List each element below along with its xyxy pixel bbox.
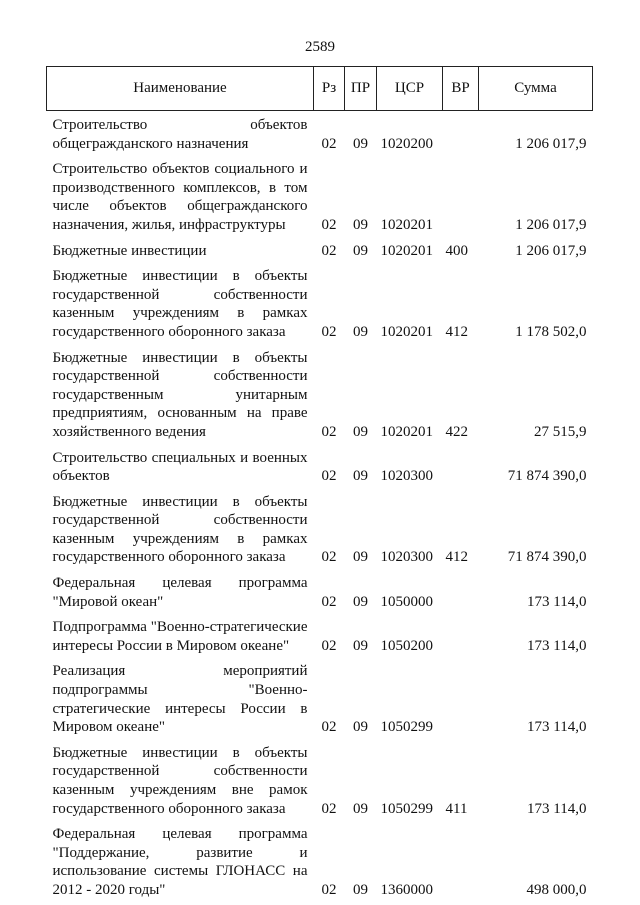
row-sum: 71 874 390,0 [507,549,587,566]
row-pr: 09 [353,216,368,233]
row-rz: 02 [321,881,337,898]
row-pr: 09 [353,637,368,654]
row-sum: 1 206 017,9 [515,216,587,233]
row-sum: 173 114,0 [527,593,587,610]
row-name: Бюджетные инвестиции в объекты государственной собственности казенным учреждениям в рамках государственного оборонного заказа [52,268,308,340]
row-sum: 27 515,9 [534,423,587,440]
table-row [47,611,593,655]
row-csr: 1020201 [380,242,433,259]
row-pr: 09 [353,800,368,817]
table-row [47,153,593,234]
row-rz: 02 [321,135,337,152]
row-pr: 09 [353,719,368,736]
row-sum: 1 206 017,9 [515,242,587,259]
table-row [47,442,593,486]
row-vr [443,111,479,154]
row-sum: 173 114,0 [527,637,587,654]
row-rz: 02 [321,719,337,736]
row-name: Реализация мероприятий подпрограммы "Военно-стратегические интересы России в Мировом океане" [52,663,308,736]
row-rz: 02 [321,593,337,610]
row-name: Подпрограмма "Военно-стратегические интересы России в Мировом океане" [52,619,308,654]
budget-table-container [46,66,592,900]
row-csr: 1050200 [380,637,433,654]
row-name: Федеральная целевая программа "Мировой океан" [52,575,308,610]
row-pr: 09 [353,423,368,440]
row-vr [443,153,479,234]
row-sum: 1 178 502,0 [515,323,587,340]
row-rz: 02 [321,242,337,259]
table-row [47,260,593,341]
row-pr: 09 [353,242,368,259]
table-row [47,655,593,736]
row-vr [443,818,479,899]
row-rz: 02 [321,216,337,233]
row-vr [443,611,479,655]
row-vr [443,442,479,486]
row-rz: 02 [321,637,337,654]
row-csr: 1020201 [380,423,433,440]
table-body [47,111,593,900]
column-header-rz: Рз [314,67,345,111]
budget-table [46,66,593,900]
row-pr: 09 [353,323,368,340]
row-vr [443,655,479,736]
table-row [47,111,593,154]
row-csr: 1020201 [380,216,433,233]
column-header-name: Наименование [47,67,314,111]
row-csr: 1020300 [380,468,433,485]
row-vr: 400 [445,242,468,259]
table-row [47,235,593,261]
table-row [47,342,593,442]
table-row [47,486,593,567]
page-number: 2589 [305,39,335,55]
row-name: Строительство объектов общегражданского назначения [52,117,308,152]
row-vr: 411 [445,800,468,817]
row-pr: 09 [353,593,368,610]
row-csr: 1050299 [380,800,433,817]
table-header [47,67,593,111]
row-sum: 71 874 390,0 [507,468,587,485]
table-row [47,567,593,611]
column-header-vr: ВР [443,67,479,111]
row-rz: 02 [321,323,337,340]
table-header-row [47,67,593,111]
column-header-sum: Сумма [479,67,593,111]
row-pr: 09 [353,881,368,898]
row-sum: 173 114,0 [527,719,587,736]
row-csr: 1020300 [380,549,433,566]
row-csr: 1020201 [380,323,433,340]
row-pr: 09 [353,468,368,485]
row-csr: 1360000 [380,881,433,898]
row-name: Бюджетные инвестиции в объекты государственной собственности казенным учреждениям вне рамок государственного оборонного заказа [52,744,308,817]
table-row [47,818,593,899]
row-name: Бюджетные инвестиции [52,242,207,259]
row-vr: 412 [445,323,468,340]
row-csr: 1020200 [380,135,433,152]
row-sum: 498 000,0 [526,881,587,898]
column-header-csr: ЦСР [377,67,443,111]
table-row [47,737,593,818]
row-vr: 412 [445,549,468,566]
row-rz: 02 [321,800,337,817]
row-name: Федеральная целевая программа "Поддержание, развитие и использование системы ГЛОНАСС на 2012 - 2020 годы" [52,826,308,898]
column-header-pr: ПР [345,67,377,111]
row-csr: 1050299 [380,719,433,736]
row-rz: 02 [321,423,337,440]
row-pr: 09 [353,549,368,566]
row-pr: 09 [353,135,368,152]
row-vr [443,567,479,611]
row-name: Строительство объектов социального и производственного комплексов, в том числе объектов общегражданского назначения, жилья, инфраструктуры [52,161,308,233]
row-rz: 02 [321,468,337,485]
row-rz: 02 [321,549,337,566]
row-name: Бюджетные инвестиции в объекты государственной собственности казенным учреждениям в рамках государственного оборонного заказа [52,493,308,566]
row-sum: 1 206 017,9 [515,135,587,152]
row-name: Строительство специальных и военных объектов [52,449,308,485]
row-vr: 422 [445,423,468,440]
row-csr: 1050000 [380,593,433,610]
row-name: Бюджетные инвестиции в объекты государственной собственности государственным унитарным предприятиям, основанным на праве хозяйственного ведения [52,349,308,440]
row-sum: 173 114,0 [527,800,587,817]
